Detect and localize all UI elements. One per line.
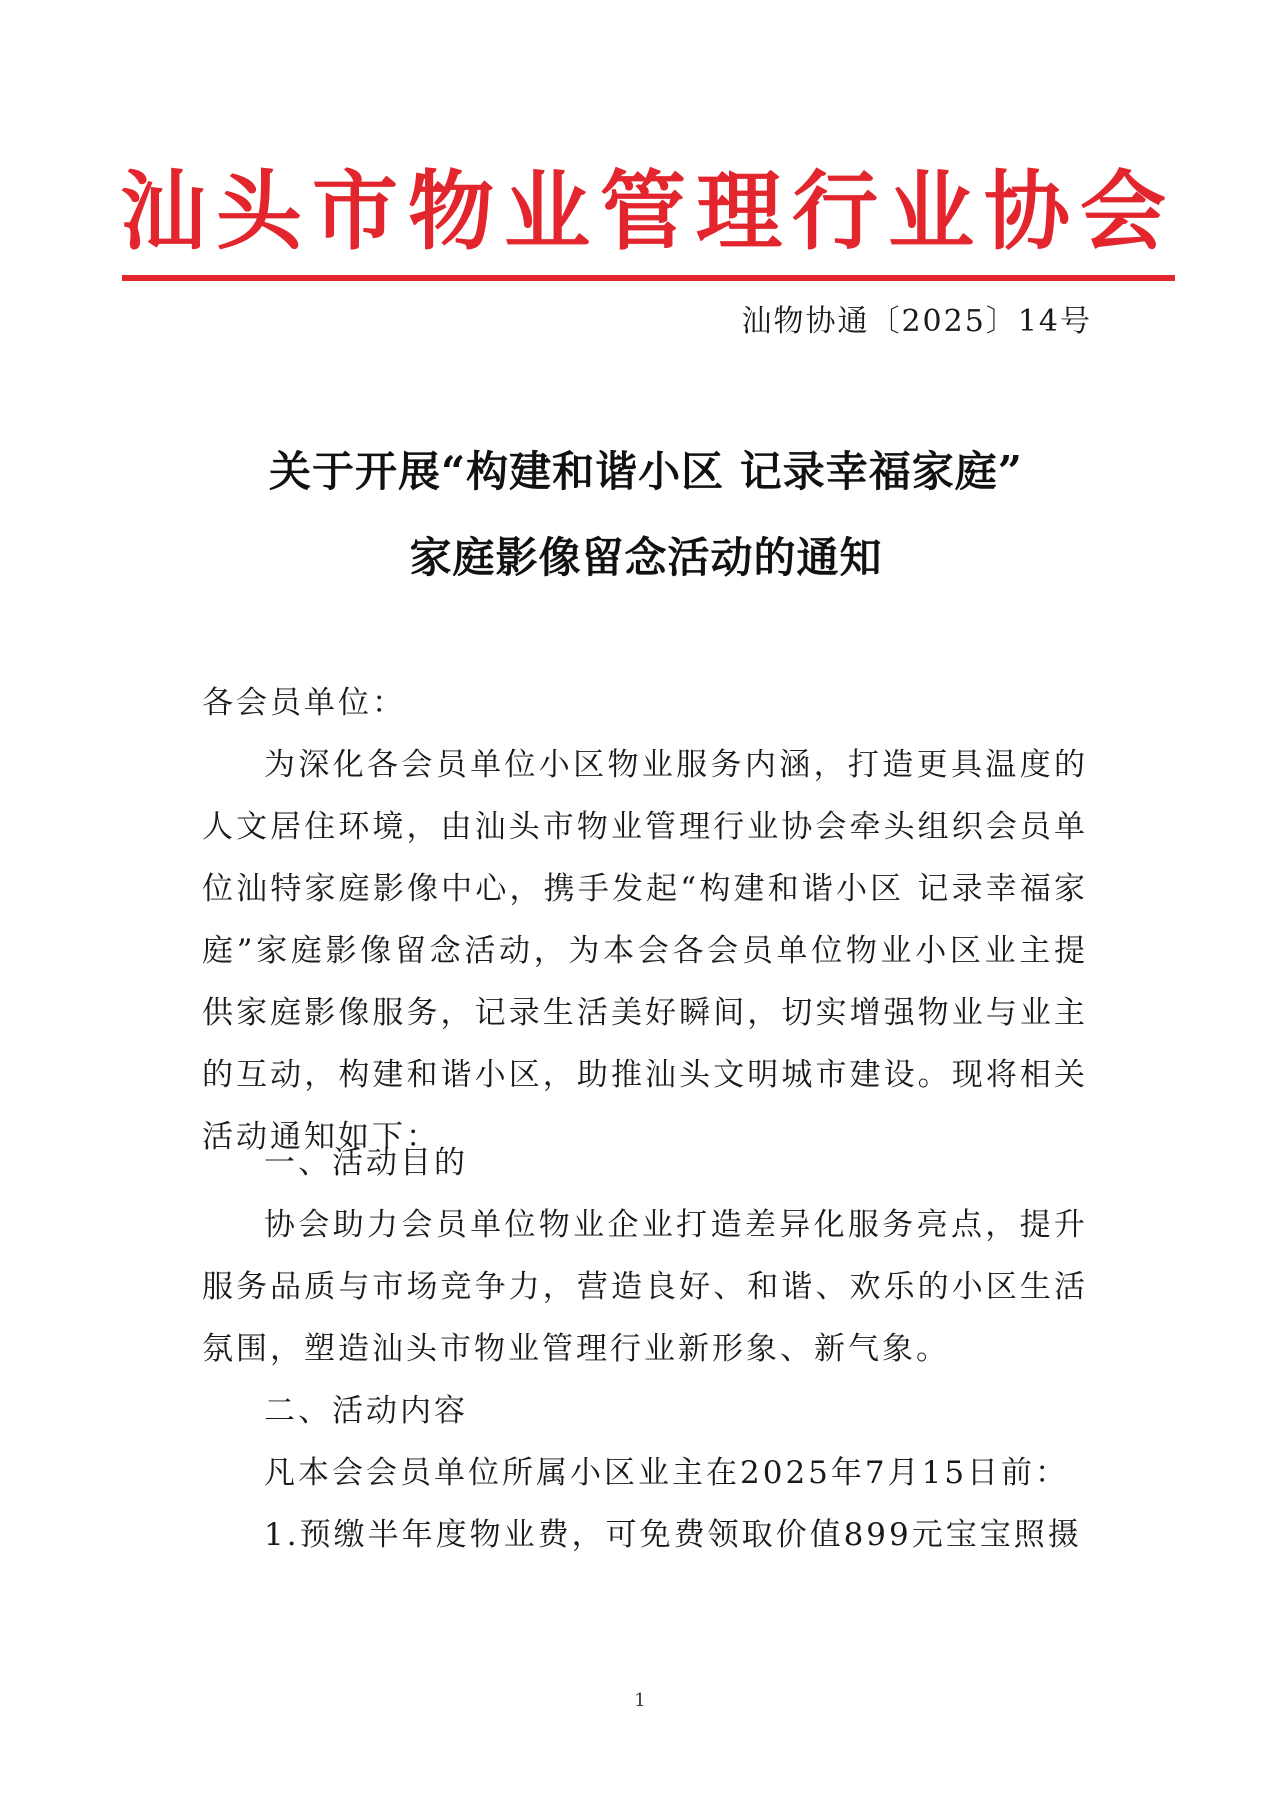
section-2-item-1: 1.预缴半年度物业费，可免费领取价值899元宝宝照摄 bbox=[264, 1517, 1082, 1553]
document-number: 汕物协通〔2025〕14号 bbox=[741, 304, 1092, 339]
letterhead-title: 汕头市物业管理行业协会 bbox=[120, 161, 1176, 262]
letterhead-red-rule bbox=[122, 275, 1175, 281]
section-2-heading: 二、活动内容 bbox=[264, 1393, 468, 1429]
section-1-heading: 一、活动目的 bbox=[264, 1145, 468, 1181]
section-2-block bbox=[202, 1442, 1088, 1566]
salutation: 各会员单位： bbox=[202, 685, 406, 721]
section-1-paragraph: 协会助力会员单位物业企业打造差异化服务亮点，提升服务品质与市场竞争力，营造良好、和谐、欢乐的小区生活氛围，塑造汕头市物业管理行业新形象、新气象。 bbox=[202, 1207, 1088, 1367]
page-number: 1 bbox=[634, 1690, 646, 1711]
notice-title-line-1: 关于开展“构建和谐小区 记录幸福家庭” bbox=[269, 447, 1023, 496]
section-1-block bbox=[202, 1194, 1088, 1380]
section-2-paragraph: 凡本会会员单位所属小区业主在2025年7月15日前： bbox=[264, 1455, 1070, 1491]
intro-paragraph: 为深化各会员单位小区物业服务内涵，打造更具温度的人文居住环境，由汕头市物业管理行业协会牵头组织会员单位汕特家庭影像中心，携手发起“构建和谐小区 记录幸福家庭”家庭影像留念活动，为本会各会员单位物业小区业主提供家庭影像服务，记录生活美好瞬间，切实增强物业与业主的互动，构建和谐小区，助推汕头文明城市建设。现将相关活动通知如下： bbox=[202, 747, 1088, 1155]
notice-title-line-2: 家庭影像留念活动的通知 bbox=[409, 533, 883, 582]
intro-paragraph-block bbox=[202, 734, 1088, 1168]
